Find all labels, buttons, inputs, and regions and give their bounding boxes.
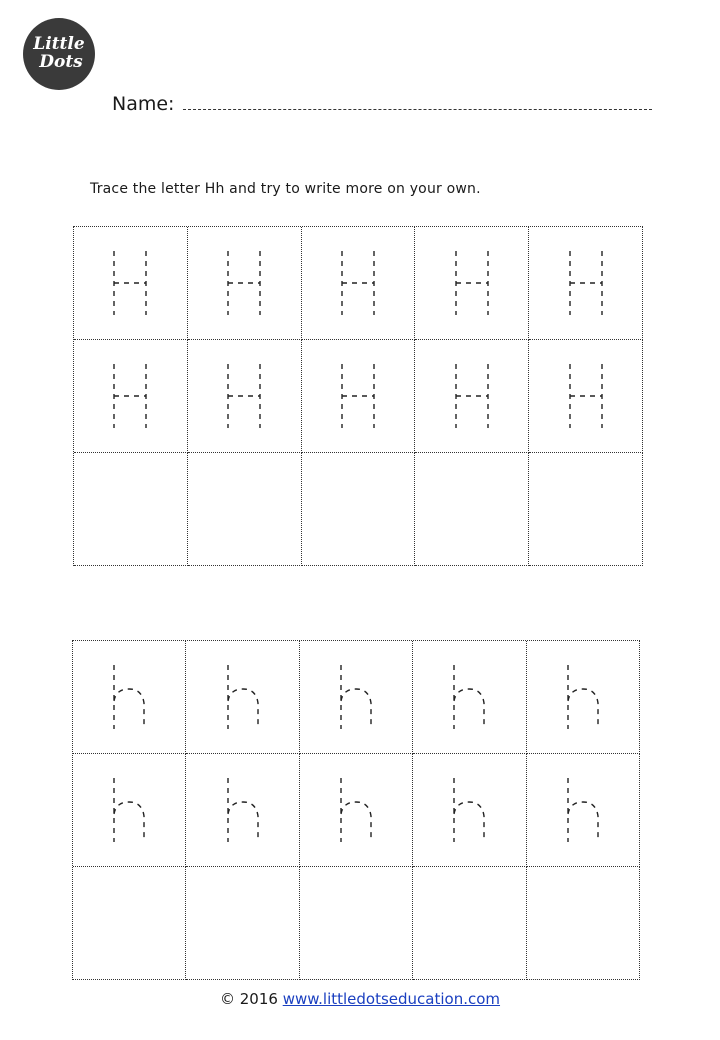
instruction-text: Trace the letter Hh and try to write more on your own.	[90, 181, 481, 197]
little-dots-logo	[23, 18, 95, 90]
traced-letter-upper-h	[561, 247, 611, 319]
uppercase-trace-cell[interactable]	[529, 340, 643, 453]
uppercase-blank-cell[interactable]	[302, 453, 416, 566]
lowercase-trace-cell[interactable]	[186, 641, 299, 754]
uppercase-blank-cell[interactable]	[74, 453, 188, 566]
name-write-line	[183, 109, 652, 110]
lowercase-blank-cell[interactable]	[300, 867, 413, 980]
lowercase-trace-cell[interactable]	[300, 754, 413, 867]
uppercase-trace-cell[interactable]	[529, 227, 643, 340]
traced-letter-upper-h	[447, 360, 497, 432]
traced-letter-upper-h	[333, 247, 383, 319]
traced-letter-upper-h	[219, 360, 269, 432]
traced-letter-upper-h	[105, 360, 155, 432]
traced-letter-lower-h	[444, 774, 494, 846]
lowercase-trace-cell[interactable]	[527, 754, 640, 867]
traced-letter-upper-h	[333, 360, 383, 432]
lowercase-trace-cell[interactable]	[527, 641, 640, 754]
logo-line-2: Dots	[39, 52, 83, 72]
copyright-text: © 2016	[219, 990, 278, 1008]
lowercase-trace-cell[interactable]	[186, 754, 299, 867]
traced-letter-upper-h	[447, 247, 497, 319]
uppercase-trace-cell[interactable]	[188, 227, 302, 340]
traced-letter-upper-h	[561, 360, 611, 432]
uppercase-trace-cell[interactable]	[302, 340, 416, 453]
uppercase-trace-cell[interactable]	[415, 340, 529, 453]
uppercase-practice-grid	[73, 226, 643, 566]
lowercase-trace-cell[interactable]	[73, 641, 186, 754]
name-field-row	[112, 93, 652, 115]
uppercase-trace-cell[interactable]	[74, 227, 188, 340]
uppercase-trace-cell[interactable]	[415, 227, 529, 340]
lowercase-trace-cell[interactable]	[73, 754, 186, 867]
lowercase-trace-cell[interactable]	[413, 754, 526, 867]
traced-letter-lower-h	[558, 661, 608, 733]
lowercase-blank-cell[interactable]	[186, 867, 299, 980]
website-link[interactable]: www.littledotseducation.com	[282, 990, 501, 1008]
traced-letter-lower-h	[218, 774, 268, 846]
traced-letter-lower-h	[331, 661, 381, 733]
footer	[0, 990, 720, 1008]
traced-letter-lower-h	[104, 661, 154, 733]
traced-letter-lower-h	[218, 661, 268, 733]
uppercase-blank-cell[interactable]	[415, 453, 529, 566]
logo-line-1: Little	[33, 34, 85, 55]
traced-letter-lower-h	[558, 774, 608, 846]
lowercase-trace-cell[interactable]	[413, 641, 526, 754]
uppercase-trace-cell[interactable]	[188, 340, 302, 453]
traced-letter-upper-h	[219, 247, 269, 319]
traced-letter-lower-h	[104, 774, 154, 846]
uppercase-blank-cell[interactable]	[529, 453, 643, 566]
traced-letter-upper-h	[105, 247, 155, 319]
lowercase-blank-cell[interactable]	[73, 867, 186, 980]
uppercase-trace-cell[interactable]	[302, 227, 416, 340]
lowercase-trace-cell[interactable]	[300, 641, 413, 754]
name-label: Name:	[112, 93, 175, 115]
lowercase-blank-cell[interactable]	[527, 867, 640, 980]
traced-letter-lower-h	[444, 661, 494, 733]
uppercase-blank-cell[interactable]	[188, 453, 302, 566]
lowercase-practice-grid	[72, 640, 640, 980]
traced-letter-lower-h	[331, 774, 381, 846]
uppercase-trace-cell[interactable]	[74, 340, 188, 453]
lowercase-blank-cell[interactable]	[413, 867, 526, 980]
